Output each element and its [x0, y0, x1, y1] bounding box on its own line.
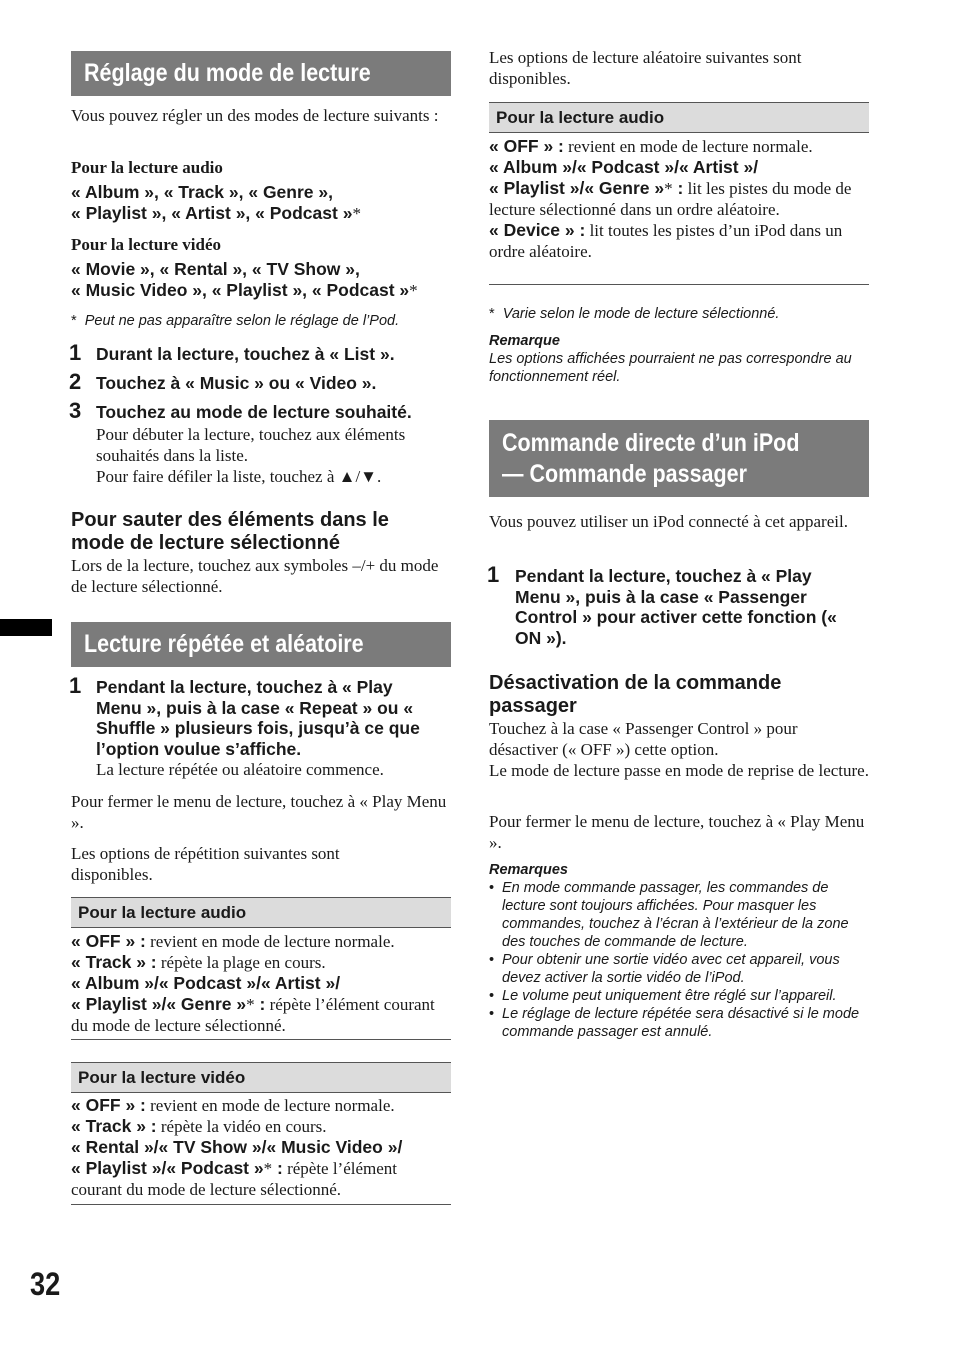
audio-modes-line1: « Album », « Track », « Genre »,	[71, 182, 333, 202]
remark-item: • Pour obtenir une sortie vidéo avec cet appareil, vous devez activer la sortie vidéo de l’iPod.	[489, 951, 871, 987]
asterisk: *	[352, 204, 361, 223]
option-key: « OFF » :	[489, 136, 564, 156]
table-rule-video	[71, 1204, 451, 1205]
video-modes-line2-text: « Music Video », « Playlist », « Podcast »	[71, 280, 410, 300]
asterisk: *	[246, 995, 255, 1014]
section-heading-commande-directe	[489, 420, 869, 497]
skip-heading: Pour sauter des éléments dans le mode de lecture sélectionné	[71, 509, 389, 554]
skip-text: Lors de la lecture, touchez aux symboles –/+ du mode de lecture sélectionné.	[71, 556, 439, 596]
table-body-shuffle	[489, 136, 869, 262]
option-colon: :	[254, 994, 266, 1014]
option-value: répète la plage en cours.	[156, 953, 326, 972]
step-text: Durant la lecture, touchez à « List ».	[96, 344, 395, 364]
option-value: revient en mode de lecture normale.	[563, 137, 813, 156]
option-value: répète l’élément courant du mode de lecture sélectionné.	[71, 1159, 398, 1199]
table-header-shuffle: Pour la lecture audio	[489, 102, 869, 133]
table-rule-shuffle	[489, 284, 869, 285]
option-value: revient en mode de lecture normale.	[145, 1096, 395, 1115]
step-number: 2	[69, 369, 82, 394]
section-heading-reglage	[71, 51, 451, 96]
step-number: 3	[69, 398, 82, 423]
ipod-intro: Vous pouvez utiliser un iPod connecté à cet appareil.	[489, 512, 848, 531]
step-text: Touchez au mode de lecture souhaité.	[96, 402, 412, 422]
shuffle-footnote	[489, 305, 869, 323]
option-key: « Playlist »/« Genre »	[489, 178, 665, 198]
option-value: répète la vidéo en cours.	[156, 1117, 327, 1136]
remarks-title: Remarques	[489, 862, 568, 878]
asterisk: *	[664, 179, 673, 198]
remark-item: • Le réglage de lecture répétée sera désactivé si le mode commande passager est annulé.	[489, 1005, 871, 1041]
option-key: « Playlist »/« Podcast »	[71, 1158, 264, 1178]
step-number: 1	[487, 562, 500, 587]
table-body-audio	[71, 931, 451, 1036]
step-number: 1	[69, 673, 82, 698]
audio-modes	[71, 182, 361, 224]
step-text: Pendant la lecture, touchez à « Play Menu », puis à la case « Repeat » ou « Shuffle » plusieurs fois, jusqu’à ce que l’option voulue s’affiche.	[96, 677, 420, 759]
footnote-star: *	[489, 306, 495, 322]
table-rule-audio	[71, 1039, 451, 1040]
option-key: « Playlist »/« Genre »	[71, 994, 247, 1014]
section-heading-line1: Commande directe d’un iPod	[502, 429, 800, 457]
intro-text: Vous pouvez régler un des modes de lecture suivants :	[71, 106, 439, 125]
option-colon: :	[272, 1158, 283, 1178]
repeat-options-intro: Les options de répétition suivantes sont disponibles.	[71, 844, 340, 884]
section-heading-reglage-text: Réglage du mode de lecture	[84, 59, 371, 87]
deactivation-text	[489, 718, 869, 781]
option-key: « Track » :	[71, 1116, 157, 1136]
option-key: « Rental »/« TV Show »/« Music Video »/	[71, 1137, 403, 1157]
step3-detail	[96, 424, 454, 487]
deactivation-heading: Désactivation de la commande passager	[489, 672, 782, 717]
option-value: lit toutes les pistes d’un iPod dans un ordre aléatoire.	[489, 221, 843, 261]
remark-item: • En mode commande passager, les commandes de lecture sont toujours affichées. Pour masquer les commandes, touchez à l’écran à l’extérieur de la zone des touches de commande de lecture.	[489, 879, 871, 951]
remarks-list	[489, 879, 871, 1041]
option-value: revient en mode de lecture normale.	[145, 932, 395, 951]
video-modes	[71, 259, 418, 301]
footnote-text: Peut ne pas apparaître selon le réglage de l’Pod.	[84, 313, 400, 329]
step-number: 1	[69, 340, 82, 365]
option-colon: :	[672, 178, 684, 198]
option-key: « OFF » :	[71, 1095, 146, 1115]
audio-modes-line2-text: « Playlist », « Artist », « Podcast »	[71, 203, 353, 223]
audio-modes-line2	[71, 203, 361, 224]
remark-title: Remarque	[489, 333, 560, 349]
step-text: Pendant la lecture, touchez à « Play Menu », puis à la case « Passenger Control » pour activer cette fonction (« ON »).	[515, 566, 837, 648]
remark-item: • Le volume peut uniquement être réglé sur l’appareil.	[489, 987, 871, 1005]
section-heading-lecture-repetee-text: Lecture répétée et aléatoire	[84, 630, 364, 658]
table-header-video: Pour la lecture vidéo	[71, 1062, 451, 1093]
video-modes-line1: « Movie », « Rental », « TV Show »,	[71, 259, 360, 279]
deactivation-text-2: Le mode de lecture passe en mode de reprise de lecture.	[489, 761, 869, 780]
footnote	[71, 312, 451, 330]
video-modes-line2	[71, 280, 418, 301]
step-text: Touchez à « Music » ou « Video ».	[96, 373, 377, 393]
option-key: « Device » :	[489, 220, 586, 240]
asterisk: *	[409, 281, 418, 300]
section-heading-line2: — Commande passager	[502, 460, 747, 488]
option-value: répète l’élément courant du mode de lecture sélectionné.	[71, 995, 435, 1035]
deactivation-text-1: Touchez à la case « Passenger Control » pour désactiver (« OFF ») cette option.	[489, 719, 798, 759]
page-number: 32	[30, 1266, 61, 1302]
repeat-step-detail: La lecture répétée ou aléatoire commence.	[96, 760, 384, 779]
table-body-video	[71, 1095, 451, 1200]
option-key: « Album »/« Podcast »/« Artist »/	[489, 157, 759, 177]
option-key: « Track » :	[71, 952, 157, 972]
asterisk: *	[263, 1159, 273, 1178]
table-header-audio: Pour la lecture audio	[71, 897, 451, 928]
audio-label: Pour la lecture audio	[71, 158, 223, 177]
chapter-tab-marker	[0, 619, 52, 636]
step3-detail-1: Pour débuter la lecture, touchez aux éléments souhaités dans la liste.	[96, 425, 406, 465]
option-value: lit les pistes du mode de lecture sélectionné dans un ordre aléatoire.	[489, 179, 852, 219]
remark-text: Les options affichées pourraient ne pas correspondre au fonctionnement réel.	[489, 351, 852, 385]
close-menu-text: Pour fermer le menu de lecture, touchez à « Play Menu ».	[489, 812, 865, 852]
video-label: Pour la lecture vidéo	[71, 235, 221, 254]
option-key: « OFF » :	[71, 931, 146, 951]
footnote-star: *	[71, 313, 77, 329]
shuffle-intro: Les options de lecture aléatoire suivantes sont disponibles.	[489, 48, 802, 88]
step3-detail-2: Pour faire défiler la liste, touchez à ▲/▼.	[96, 467, 382, 486]
section-heading-lecture-repetee	[71, 622, 451, 667]
option-key: « Album »/« Podcast »/« Artist »/	[71, 973, 341, 993]
footnote-text: Varie selon le mode de lecture sélectionné.	[502, 306, 780, 322]
close-menu-text: Pour fermer le menu de lecture, touchez à « Play Menu ».	[71, 792, 447, 832]
